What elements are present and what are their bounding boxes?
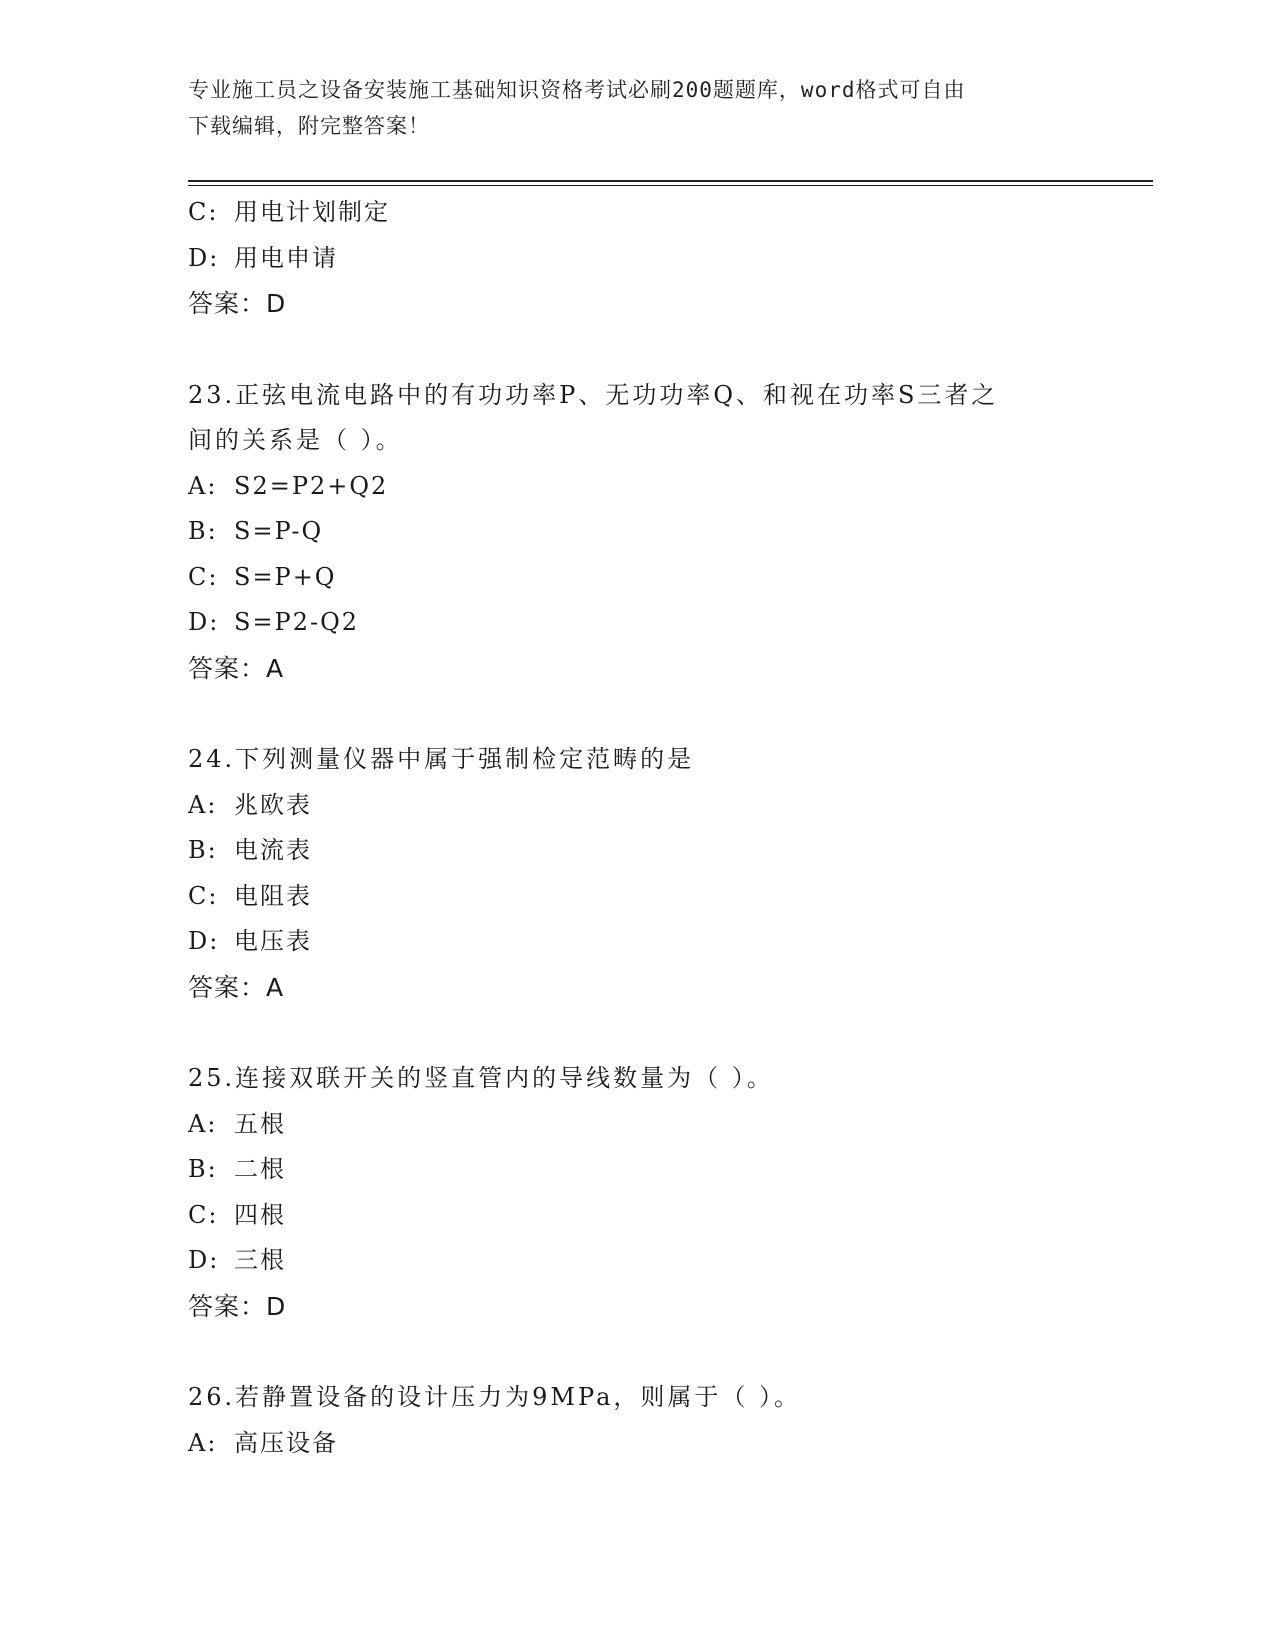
option-text: 四根 [234, 1200, 286, 1229]
option-label: A: [188, 1109, 218, 1138]
question-text-23: 23.正弦电流电路中的有功功率P、无功功率Q、和视在功率S三者之 [188, 380, 999, 409]
option-text: 二根 [234, 1155, 286, 1183]
option-text: S=P-Q [234, 517, 324, 545]
option-label: B: [188, 517, 218, 545]
answer-line: 答案：D [188, 1291, 287, 1321]
option-label: A: [188, 471, 218, 500]
option-c [188, 190, 1153, 236]
question-text-23-cont: 间的关系是（ ）。 [188, 426, 403, 454]
answer-line: 答案：A [188, 653, 285, 683]
question-list [188, 190, 1153, 1466]
option-b [188, 509, 1153, 555]
option-text: 用电计划制定 [234, 198, 390, 226]
option-text: 用电申请 [234, 243, 338, 272]
option-d [188, 1238, 1153, 1284]
answer-line: 答案：D [188, 289, 287, 318]
option-label: C: [188, 881, 219, 910]
option-d [188, 236, 1153, 282]
option-label: C: [188, 562, 219, 591]
option-label: D: [188, 608, 220, 636]
option-label: B: [188, 836, 218, 864]
option-c [188, 555, 1153, 601]
option-text: 三根 [234, 1246, 286, 1274]
answer-line: 答案：A [188, 972, 285, 1002]
option-label: D: [188, 1246, 220, 1274]
option-c [188, 1193, 1153, 1239]
option-a [188, 464, 1153, 510]
option-label: A: [188, 790, 218, 819]
option-c [188, 874, 1153, 920]
header-divider [188, 180, 1153, 186]
option-a [188, 783, 1153, 829]
option-text: S=P+Q [234, 562, 337, 591]
question-text-26: 26.若静置设备的设计压力为9MPa，则属于（ ）。 [188, 1383, 802, 1411]
option-label: D: [188, 927, 220, 955]
header-line-1: 专业施工员之设备安装施工基础知识资格考试必刷200题题库，word格式可自由 [188, 78, 966, 102]
option-label: A: [188, 1428, 218, 1457]
option-text: 电阻表 [234, 881, 312, 910]
option-text: S=P2-Q2 [234, 608, 360, 636]
option-text: 五根 [234, 1109, 286, 1138]
option-text: 电压表 [234, 927, 312, 955]
option-label: B: [188, 1155, 218, 1183]
option-text: 电流表 [234, 836, 312, 864]
option-label: C: [188, 1200, 219, 1229]
document-header [188, 72, 1068, 144]
option-d [188, 919, 1153, 965]
option-label: D: [188, 243, 220, 272]
option-b [188, 828, 1153, 874]
option-a [188, 1421, 1153, 1467]
option-text: S2=P2+Q2 [234, 471, 389, 500]
document-page [188, 0, 1153, 1650]
option-text: 兆欧表 [234, 790, 312, 819]
question-text-25: 25.连接双联开关的竖直管内的导线数量为（ ）。 [188, 1064, 774, 1092]
option-a [188, 1102, 1153, 1148]
option-label: C: [188, 198, 219, 226]
option-text: 高压设备 [234, 1428, 338, 1457]
option-d [188, 600, 1153, 646]
header-line-2: 下载编辑，附完整答案！ [188, 114, 430, 138]
question-text-24: 24.下列测量仪器中属于强制检定范畴的是 [188, 745, 695, 773]
option-b [188, 1147, 1153, 1193]
